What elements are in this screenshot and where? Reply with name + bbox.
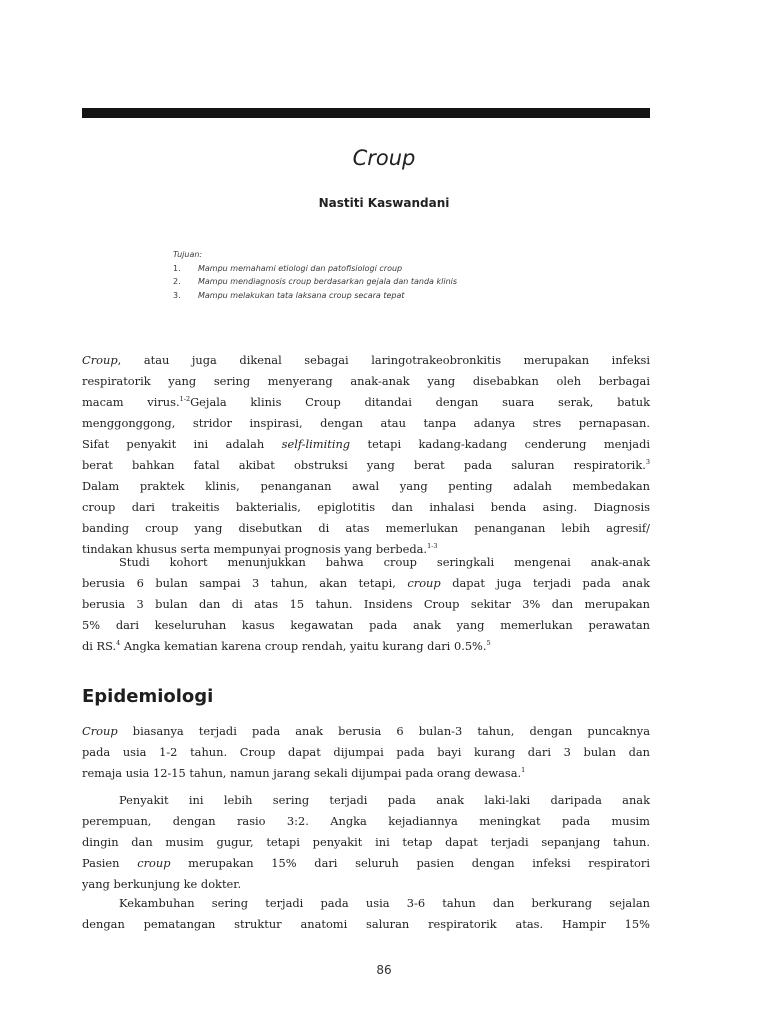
objectives-box: [173, 248, 593, 302]
citation-ref: 1-3: [427, 542, 438, 550]
text-line: Pasien croup merupakan 15% dari seluruh pasien dengan infeksi respiratori: [82, 856, 650, 870]
epidemiology-paragraph-2: [82, 790, 650, 895]
text-line: yang berkunjung ke dokter.: [82, 877, 242, 891]
citation-ref: 1: [521, 766, 526, 774]
objective-item: [173, 289, 593, 303]
text-line: remaja usia 12-15 tahun, namun jarang sekali dijumpai pada orang dewasa.$^1$: [82, 766, 526, 780]
text-line: Kekambuhan sering terjadi pada usia 3-6 tahun dan berkurang sejalan: [119, 896, 650, 910]
objective-number: 1.: [173, 263, 181, 273]
section-heading-epidemiology: Epidemiologi: [82, 686, 214, 707]
objective-number: 2.: [173, 277, 181, 286]
croup-term: Croup: [82, 353, 118, 367]
objective-item: [173, 262, 593, 276]
citation-ref: 3: [645, 458, 650, 466]
text-line: Croup biasanya terjadi pada anak berusia 6 bulan-3 tahun, dengan puncaknya: [82, 724, 650, 738]
text-line: tindakan khusus serta mempunyai prognosis yang berbeda.$^{1-3}$: [82, 542, 438, 556]
chapter-title: Croup: [352, 146, 416, 170]
objective-text: Mampu memahami etiologi dan patofisiologi croup: [198, 263, 403, 273]
text-line: dengan pematangan struktur anatomi saluran respiratorik atas. Hampir 15%: [82, 917, 650, 931]
text-line: macam virus.$^{1-2}$Gejala klinis Croup ditandai dengan suara serak, batuk: [82, 395, 650, 409]
objectives-list: [173, 262, 593, 303]
text-line: berat bahkan fatal akibat obstruksi yang berat pada saluran respiratorik.$^3$: [82, 458, 650, 472]
page-number: 86: [376, 963, 392, 977]
text-line: banding croup yang disebutkan di atas memerlukan penanganan lebih agresif/: [82, 521, 650, 535]
text-line: respiratorik yang sering menyerang anak-anak yang disebabkan oleh berbagai: [82, 374, 650, 388]
citation-ref: 5: [486, 639, 491, 647]
text-line: Sifat penyakit ini adalah self-limiting tetapi kadang-kadang cenderung menjadi: [82, 437, 651, 451]
text-line: pada usia 1-2 tahun. Croup dapat dijumpai pada bayi kurang dari 3 bulan dan: [82, 745, 650, 759]
text-line: menggonggong, stridor inspirasi, dengan atau tanpa adanya stres pernapasan.: [82, 416, 650, 430]
croup-term: Croup: [82, 724, 118, 738]
text-line: Studi kohort menunjukkan bahwa croup seringkali mengenai anak-anak: [119, 555, 650, 569]
croup-term: croup: [407, 576, 441, 590]
croup-term: croup: [137, 856, 171, 870]
objective-text: Mampu mendiagnosis croup berdasarkan gejala dan tanda klinis: [198, 277, 458, 286]
citation-ref: 4: [116, 639, 121, 647]
text-line: 5% dari keseluruhan kasus kegawatan pada anak yang memerlukan perawatan: [82, 618, 650, 632]
text-line: Penyakit ini lebih sering terjadi pada anak laki-laki daripada anak: [119, 793, 650, 807]
intro-paragraph-2: [82, 552, 650, 657]
self-limiting-term: self-limiting: [281, 437, 351, 451]
chapter-author: Nastiti Kaswandani: [318, 196, 450, 210]
text-line: perempuan, dengan rasio 3:2. Angka kejadiannya meningkat pada musim: [82, 814, 650, 828]
epidemiology-paragraph-1: [82, 721, 650, 784]
text-line: dingin dan musim gugur, tetapi penyakit ini tetap dapat terjadi sepanjang tahun.: [82, 835, 650, 849]
intro-paragraph-1: [82, 350, 650, 560]
text-line: di RS.$^4$ Angka kematian karena croup rendah, yaitu kurang dari 0.5%.$^5$: [82, 639, 491, 653]
objective-text: Mampu melakukan tata laksana croup secara tepat: [198, 290, 405, 300]
epidemiology-paragraph-3: [82, 893, 650, 935]
text-line: Croup, atau juga dikenal sebagai laringotrakeobronkitis merupakan infeksi: [82, 353, 650, 367]
objectives-heading: Tujuan:: [173, 250, 203, 259]
text-line: croup dari trakeitis bakterialis, epiglotitis dan inhalasi benda asing. Diagnosis: [82, 500, 650, 514]
objective-item: [173, 275, 593, 289]
text-line: Dalam praktek klinis, penanganan awal yang penting adalah membedakan: [82, 479, 650, 493]
citation-ref: 1-2: [179, 395, 191, 403]
text-line: berusia 3 bulan dan di atas 15 tahun. Insidens Croup sekitar 3% dan merupakan: [82, 597, 650, 611]
chapter-top-rule: [82, 108, 650, 118]
objective-number: 3.: [173, 290, 181, 300]
text-line: berusia 6 bulan sampai 3 tahun, akan tetapi, croup dapat juga terjadi pada anak: [82, 576, 650, 590]
